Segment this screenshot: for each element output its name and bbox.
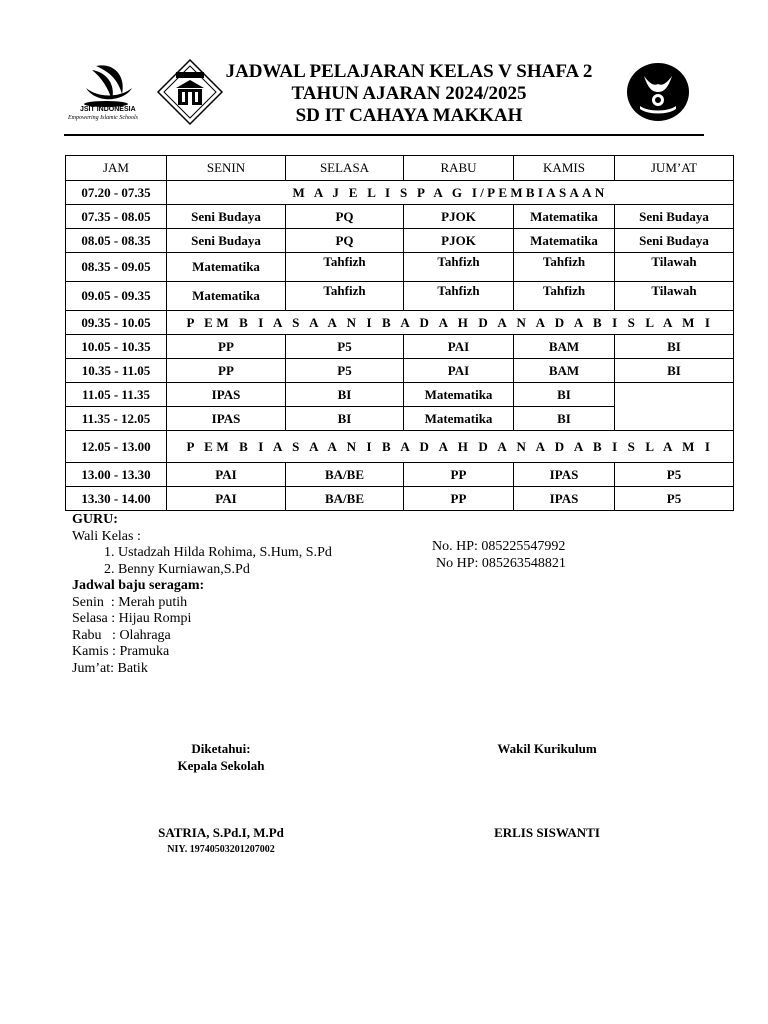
title-line-3: SD IT CAHAYA MAKKAH [295, 105, 523, 126]
guru-label: GURU: [72, 512, 118, 527]
subject-cell: Matematika [167, 282, 286, 311]
table-row [66, 383, 734, 407]
subject-cell: BI [286, 407, 404, 431]
subject-cell: Tahfizh [404, 253, 514, 282]
subject-cell: Matematika [167, 253, 286, 282]
subject-cell: Seni Budaya [167, 229, 286, 253]
uniform-item: Jum’at: Batik [72, 660, 148, 676]
wali-kelas-label: Wali Kelas : [72, 528, 141, 544]
table-row [66, 359, 734, 383]
tut-wuri-handayani-emblem [626, 62, 690, 122]
subject-cell: PAI [404, 359, 514, 383]
title-line-2: TAHUN AJARAN 2024/2025 [291, 83, 527, 104]
subject-cell: PP [404, 487, 514, 511]
subject-cell: BI [615, 335, 734, 359]
subject-cell: PP [167, 359, 286, 383]
subject-cell: Matematika [404, 383, 514, 407]
subject-cell: BI [286, 383, 404, 407]
teacher-item: 1. Ustadzah Hilda Rohima, S.Hum, S.Pd [118, 545, 332, 562]
right-signature-title: Wakil Kurikulum [497, 741, 597, 756]
table-row [66, 487, 734, 511]
jsit-name: JSIT INDONESIA [80, 106, 136, 113]
title-line-1: JADWAL PELAJARAN KELAS V SHAFA 2 [225, 61, 593, 82]
header-jumat: JUM’AT [615, 156, 734, 181]
schedule-table [65, 155, 734, 511]
table-row [66, 311, 734, 335]
subject-cell: Tahfizh [404, 282, 514, 311]
table-row [66, 431, 734, 463]
left-signature-name [140, 824, 302, 858]
principal-title: Kepala Sekolah [177, 758, 265, 773]
empty-cell [615, 383, 734, 431]
time-cell: 10.05 - 10.35 [66, 335, 167, 359]
subject-cell: BI [514, 407, 615, 431]
subject-cell: Tahfizh [514, 282, 615, 311]
time-cell: 09.35 - 10.05 [66, 311, 167, 335]
subject-cell: Seni Budaya [615, 229, 734, 253]
time-cell: 08.05 - 08.35 [66, 229, 167, 253]
time-cell: 09.05 - 09.35 [66, 282, 167, 311]
subject-cell: IPAS [167, 383, 286, 407]
subject-cell: Tilawah [615, 282, 734, 311]
right-signature-name: ERLIS SISWANTI [494, 825, 600, 840]
time-cell: 07.35 - 08.05 [66, 205, 167, 229]
subject-cell: BA/BE [286, 487, 404, 511]
table-row [66, 463, 734, 487]
table-row [66, 335, 734, 359]
principal-niy: NIY. 19740503201207002 [167, 844, 275, 855]
time-cell: 11.05 - 11.35 [66, 383, 167, 407]
uniform-schedule-label: Jadwal baju seragam: [72, 578, 205, 593]
time-cell: 13.30 - 14.00 [66, 487, 167, 511]
jsit-tagline: Empowering Islamic Schools [68, 115, 138, 121]
phone-number: No. HP: 085225547992 [432, 539, 566, 554]
teacher-list [72, 545, 332, 578]
header-rabu: RABU [404, 156, 514, 181]
jsit-logo [66, 58, 148, 126]
acknowledged-label: Diketahui: [191, 741, 251, 756]
info-section [72, 512, 332, 677]
teacher-item: 2. Benny Kurniawan,S.Pd [118, 562, 332, 579]
subject-cell: PJOK [404, 229, 514, 253]
subject-cell: Matematika [514, 229, 615, 253]
subject-cell: Tilawah [615, 253, 734, 282]
left-signature-title [140, 740, 302, 774]
subject-cell: PP [404, 463, 514, 487]
table-row [66, 181, 734, 205]
table-header-row [66, 156, 734, 181]
subject-cell: BI [514, 383, 615, 407]
subject-cell: PAI [167, 487, 286, 511]
principal-name: SATRIA, S.Pd.I, M.Pd [158, 825, 284, 840]
subject-cell: P5 [286, 359, 404, 383]
subject-cell: BI [615, 359, 734, 383]
header-selasa: SELASA [286, 156, 404, 181]
pembiasaan-banner: P EM B I A S A A N I B A D A H D A N A D A B I S L A M I [167, 431, 734, 463]
subject-cell: PQ [286, 229, 404, 253]
time-cell: 13.00 - 13.30 [66, 463, 167, 487]
subject-cell: PAI [404, 335, 514, 359]
time-cell: 10.35 - 11.05 [66, 359, 167, 383]
subject-cell: Seni Budaya [615, 205, 734, 229]
subject-cell: P5 [286, 335, 404, 359]
table-row [66, 205, 734, 229]
uniform-item: Rabu : Olahraga [72, 627, 171, 643]
subject-cell: IPAS [167, 407, 286, 431]
subject-cell: Seni Budaya [167, 205, 286, 229]
subject-cell: PAI [167, 463, 286, 487]
pembiasaan-banner: P EM B I A S A A N I B A D A H D A N A D A B I S L A M I [167, 311, 734, 335]
subject-cell: BA/BE [286, 463, 404, 487]
header-kamis: KAMIS [514, 156, 615, 181]
header-divider [64, 134, 704, 136]
subject-cell: P5 [615, 463, 734, 487]
uniform-item: Senin : Merah putih [72, 594, 188, 610]
subject-cell: PP [167, 335, 286, 359]
subject-cell: BAM [514, 335, 615, 359]
uniform-item: Selasa : Hijau Rompi [72, 611, 192, 626]
subject-cell: Tahfizh [286, 282, 404, 311]
subject-cell: Tahfizh [286, 253, 404, 282]
time-cell: 12.05 - 13.00 [66, 431, 167, 463]
subject-cell: P5 [615, 487, 734, 511]
document-title [196, 61, 622, 127]
time-cell: 07.20 - 07.35 [66, 181, 167, 205]
phone-numbers [432, 539, 566, 572]
table-row [66, 253, 734, 282]
uniform-item: Kamis : Pramuka [72, 644, 170, 659]
subject-cell: Matematika [404, 407, 514, 431]
subject-cell: Tahfizh [514, 253, 615, 282]
phone-number: No HP: 085263548821 [436, 555, 566, 571]
subject-cell: Matematika [514, 205, 615, 229]
table-row [66, 282, 734, 311]
table-row [66, 229, 734, 253]
subject-cell: PQ [286, 205, 404, 229]
subject-cell: PJOK [404, 205, 514, 229]
header-jam: JAM [66, 156, 167, 181]
time-cell: 11.35 - 12.05 [66, 407, 167, 431]
subject-cell: IPAS [514, 487, 615, 511]
majelis-banner: M A J E L I S P A G I/PEMBIASAAN [167, 181, 734, 205]
time-cell: 08.35 - 09.05 [66, 253, 167, 282]
subject-cell: IPAS [514, 463, 615, 487]
subject-cell: BAM [514, 359, 615, 383]
header-senin: SENIN [167, 156, 286, 181]
